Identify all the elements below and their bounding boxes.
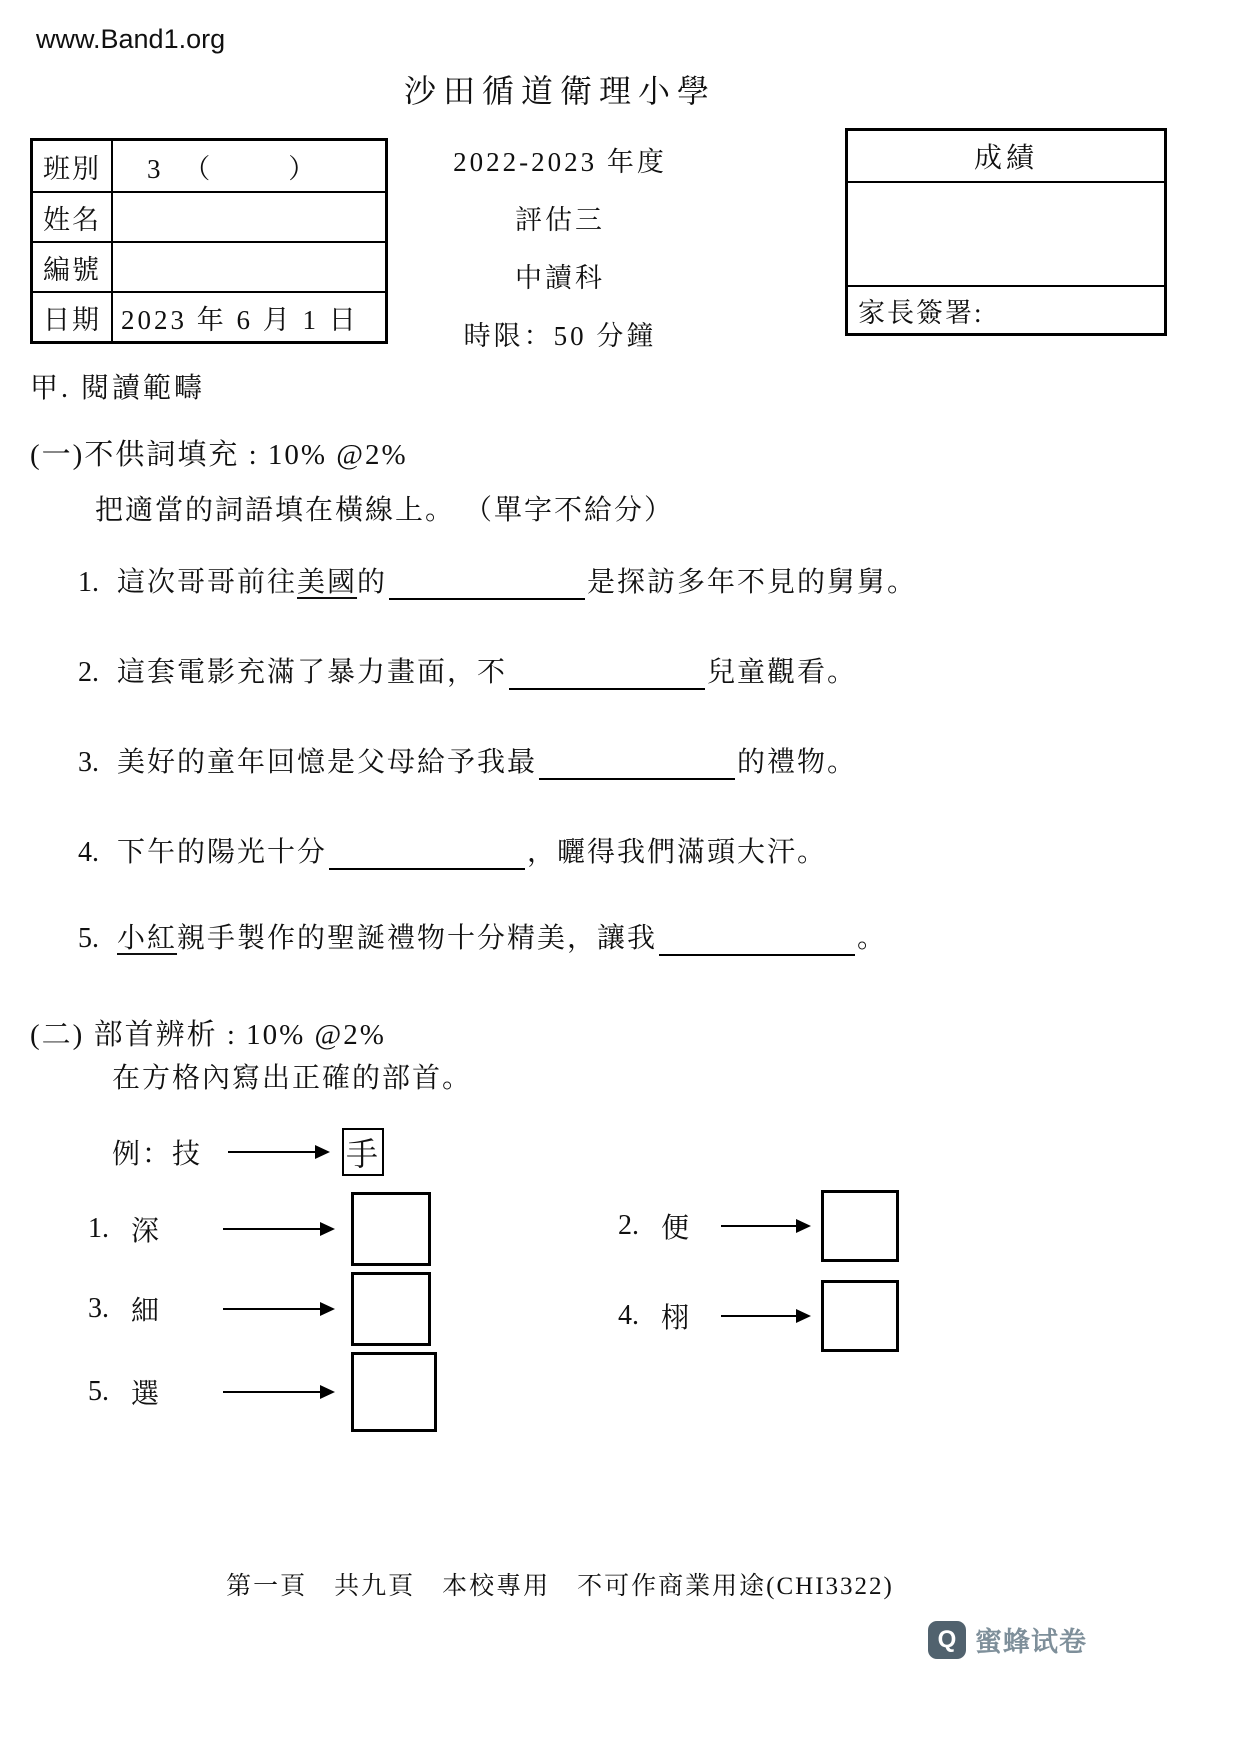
- table-row: [33, 291, 385, 341]
- radical-item: [88, 1352, 437, 1432]
- item-number: 5.: [78, 923, 99, 954]
- student-info-table: [30, 138, 388, 344]
- item-text-mid: 親手製作的聖誕禮物十分精美，讓我: [177, 923, 658, 954]
- item-text-pre: 這套電影充滿了暴力畫面，不: [117, 657, 508, 688]
- exam-name: 評估三: [515, 205, 605, 235]
- arrow-icon: [223, 1308, 333, 1311]
- item-underlined-word: 美國: [297, 567, 358, 598]
- answer-box: [821, 1190, 899, 1262]
- arrow-icon: [228, 1151, 328, 1154]
- info-value: 3 （ ）: [147, 153, 324, 184]
- item-number: 3.: [78, 747, 99, 778]
- answer-box: [351, 1192, 431, 1266]
- fill-blank: [329, 840, 525, 870]
- exam-year: 2022-2023 年度: [453, 147, 667, 177]
- arrow-icon: [721, 1225, 809, 1228]
- info-label: 編號: [33, 243, 113, 291]
- fill-item: [78, 560, 917, 600]
- item-character: 栩: [661, 1303, 692, 1334]
- fill-item: [78, 650, 857, 690]
- arrow-icon: [223, 1228, 333, 1231]
- section-a-title: 甲. 閱讀範疇: [30, 373, 206, 404]
- brand-logo: [928, 1620, 1087, 1659]
- radical-item: [88, 1192, 431, 1266]
- fill-item: [78, 916, 887, 956]
- footer-text: 第一頁 共九頁 本校專用 不可作商業用途(CHI3322): [226, 1573, 894, 1600]
- item-number: 2.: [618, 1210, 639, 1241]
- part2-heading: (二) 部首辨析 : 10% @2%: [30, 1019, 386, 1051]
- radical-item: [618, 1280, 899, 1352]
- score-title: 成績: [848, 131, 1164, 183]
- parent-signature-label: 家長簽署:: [848, 285, 1164, 333]
- brand-label: 蜜蜂试卷: [975, 1627, 1087, 1657]
- item-number: 3.: [88, 1293, 109, 1324]
- part1-instruction: 把適當的詞語填在橫線上。 （單字不給分）: [95, 495, 675, 526]
- item-number: 1.: [78, 567, 99, 598]
- info-label: 姓名: [33, 193, 113, 241]
- item-text-post: 是探訪多年不見的舅舅。: [587, 567, 918, 598]
- example-answer-box: [342, 1128, 384, 1176]
- item-character: 選: [131, 1379, 162, 1410]
- item-text-post: 兒童觀看。: [707, 657, 858, 688]
- bee-paper-logo-icon: Q: [928, 1621, 966, 1659]
- exam-info: [415, 140, 705, 353]
- item-text-pre: 下午的陽光十分: [117, 837, 328, 868]
- arrow-icon: [721, 1315, 809, 1318]
- fill-blank: [659, 926, 855, 956]
- item-text-pre: 美好的童年回憶是父母給予我最: [117, 747, 538, 778]
- exam-time-limit: 時限：50 分鐘: [463, 321, 657, 351]
- info-value: 2023 年 6 月 1 日: [121, 304, 359, 335]
- part2-instruction: 在方格內寫出正確的部首。: [112, 1063, 473, 1094]
- item-number: 5.: [88, 1376, 109, 1407]
- site-watermark: www.Band1.org: [36, 24, 226, 54]
- page-title: 沙田循道衛理小學: [403, 73, 716, 109]
- item-underlined-word: 小紅: [117, 923, 178, 954]
- item-number: 4.: [78, 837, 99, 868]
- item-number: 2.: [78, 657, 99, 688]
- fill-blank: [539, 750, 735, 780]
- table-row: [33, 241, 385, 291]
- item-text-mid: 的: [357, 567, 388, 598]
- info-label: 日期: [33, 293, 113, 341]
- answer-box: [351, 1352, 437, 1432]
- exam-subject: 中讀科: [515, 263, 605, 293]
- answer-box: [351, 1272, 431, 1346]
- item-text-post: ，曬得我們滿頭大汗。: [527, 837, 828, 868]
- item-number: 4.: [618, 1300, 639, 1331]
- item-character: 便: [661, 1213, 692, 1244]
- example-answer: 手: [346, 1136, 381, 1172]
- arrow-icon: [223, 1391, 333, 1394]
- score-box: [845, 128, 1167, 336]
- table-row: [33, 191, 385, 241]
- example-row: [112, 1128, 384, 1176]
- part1-heading: (一)不供詞填充 : 10% @2%: [30, 439, 408, 471]
- fill-item: [78, 740, 857, 780]
- radical-item: [618, 1190, 899, 1262]
- info-label: 班別: [33, 141, 113, 191]
- answer-box: [821, 1280, 899, 1352]
- example-label: 例：技: [112, 1139, 203, 1170]
- item-text-post: 。: [857, 923, 888, 954]
- fill-blank: [509, 660, 705, 690]
- item-character: 深: [131, 1216, 162, 1247]
- score-blank-area: [848, 183, 1164, 285]
- radical-item: [88, 1272, 431, 1346]
- fill-blank: [389, 570, 585, 600]
- table-row: [33, 141, 385, 191]
- item-text-pre: 這次哥哥前往: [117, 567, 298, 598]
- item-number: 1.: [88, 1213, 109, 1244]
- fill-item: [78, 830, 827, 870]
- item-character: 細: [131, 1296, 162, 1327]
- item-text-post: 的禮物。: [737, 747, 858, 778]
